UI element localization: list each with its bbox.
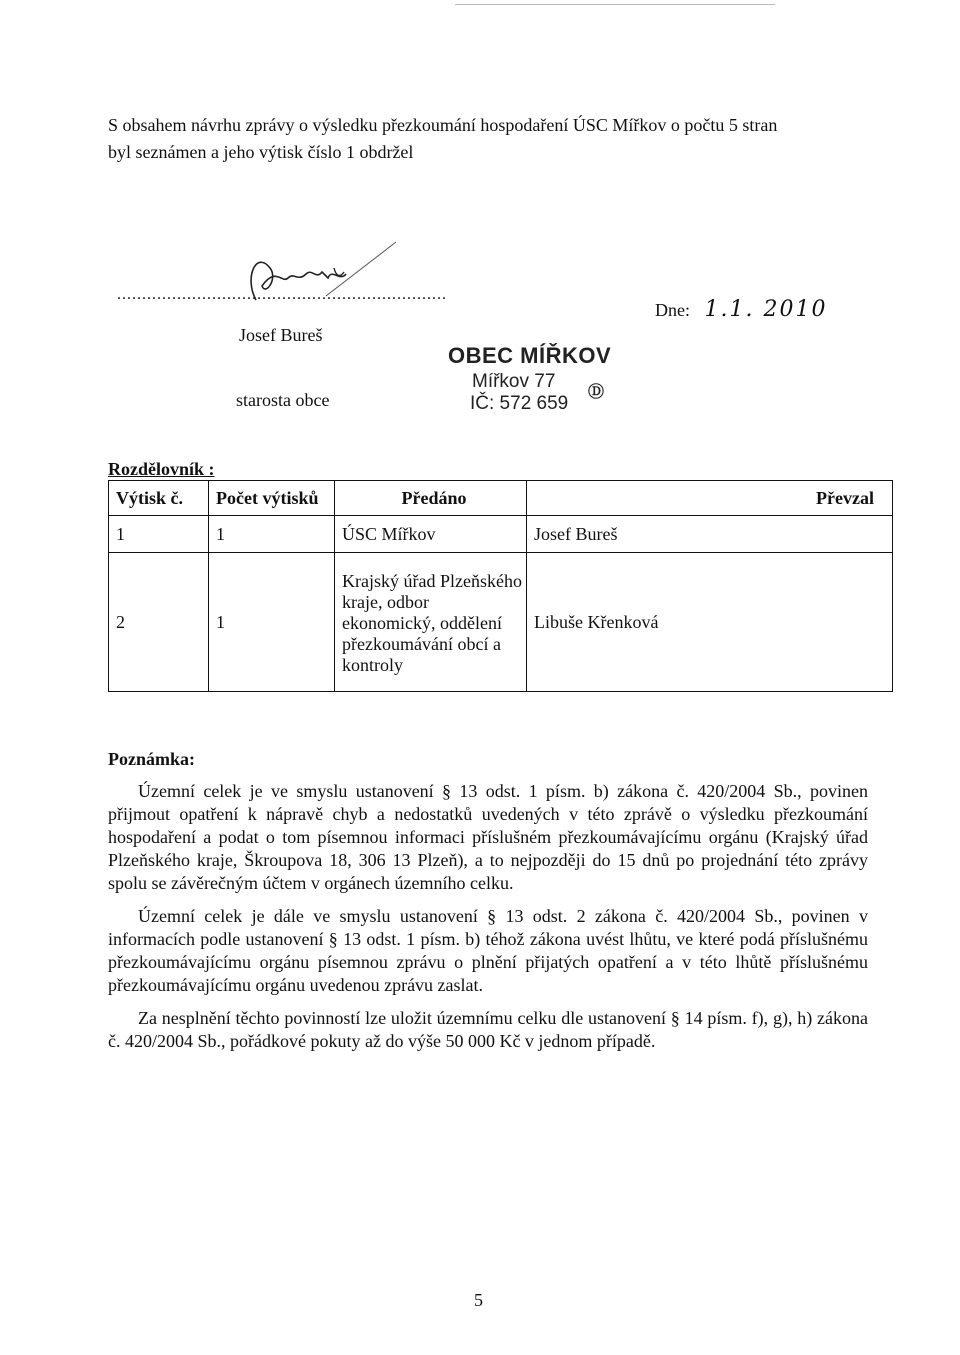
stamp-line-3: IČ: 572 659 <box>470 393 569 414</box>
note-title: Poznámka: <box>108 749 195 769</box>
cell-vytisk: 1 <box>109 516 209 553</box>
header-pocet: Počet výtisků <box>209 481 335 516</box>
note-body <box>108 780 868 1063</box>
cell-pocet: 1 <box>209 516 335 553</box>
header-predano: Předáno <box>335 481 527 516</box>
cell-predano: ÚSC Mířkov <box>335 516 527 553</box>
stamp-line-2: Mířkov 77 <box>472 371 556 392</box>
note-paragraph-2: Územní celek je dále ve smyslu ustanovení § 13 odst. 2 zákona č. 420/2004 Sb., povinen v informacích podle ustanovení § 13 odst. 1 písm. b) téhož zákona uvést lhůtu, ve které podá příslušnému přezkoumávajícímu orgánu písemnou zprávu o plnění přijatých opatření a v této lhůtě příslušnému přezkoumávajícímu orgánu uvedenou zprávu zaslat. <box>108 906 868 995</box>
table-row <box>109 553 893 692</box>
cell-prevzal: Josef Bureš <box>527 516 893 553</box>
distribution-table <box>108 480 893 692</box>
note-paragraph-1: Územní celek je ve smyslu ustanovení § 13 odst. 1 písm. b) zákona č. 420/2004 Sb., povinen přijmout opatření k nápravě chyb a nedostatků uvedených v této zprávě o výsledku přezkoumání hospodaření a podat o tom písemnou informaci příslušném přezkoumávajícímu orgánu (Krajský úřad Plzeňského kraje, Škroupova 18, 306 13 Plzeň), a to nejpozději do 15 dnů po projednání této zprávy spolu se závěrečným účtem v orgánech územního celku. <box>108 781 868 893</box>
header-vytisk: Výtisk č. <box>109 481 209 516</box>
date-handwritten: 1.1. 2010 <box>704 297 828 322</box>
table-row <box>109 516 893 553</box>
stamp-line-1: OBEC MÍŘKOV <box>448 343 612 368</box>
cell-vytisk: 2 <box>109 553 209 692</box>
stamp-mark: Ⓓ <box>588 384 605 401</box>
official-stamp <box>448 343 611 415</box>
signatory-role: starosta obce <box>236 390 330 410</box>
intro-line-1: S obsahem návrhu zprávy o výsledku přezkoumání hospodaření ÚSC Mířkov o počtu 5 stran <box>108 115 778 135</box>
header-prevzal: Převzal <box>527 481 893 516</box>
note-paragraph-3: Za nesplnění těchto povinností lze uložit územnímu celku dle ustanovení § 14 písm. f), g), h) zákona č. 420/2004 Sb., pořádkové pokuty až do výše 50 000 Kč v jednom případě. <box>108 1008 868 1051</box>
scan-edge-line <box>455 4 775 5</box>
date-field <box>655 297 827 322</box>
signatory-name: Josef Bureš <box>239 325 323 345</box>
intro-text <box>108 112 848 166</box>
date-label: Dne: <box>655 300 690 320</box>
cell-pocet: 1 <box>209 553 335 692</box>
cell-predano: Krajský úřad Plzeňského kraje, odbor ekonomický, oddělení přezkoumávání obcí a kontroly <box>335 553 527 692</box>
intro-line-2: byl seznámen a jeho výtisk číslo 1 obdržel <box>108 142 414 162</box>
cell-prevzal: Libuše Křenková <box>527 553 893 692</box>
distribution-title: Rozdělovník : <box>108 459 215 479</box>
signature-line: .................................................................. <box>117 286 447 303</box>
page-number: 5 <box>474 1290 483 1310</box>
